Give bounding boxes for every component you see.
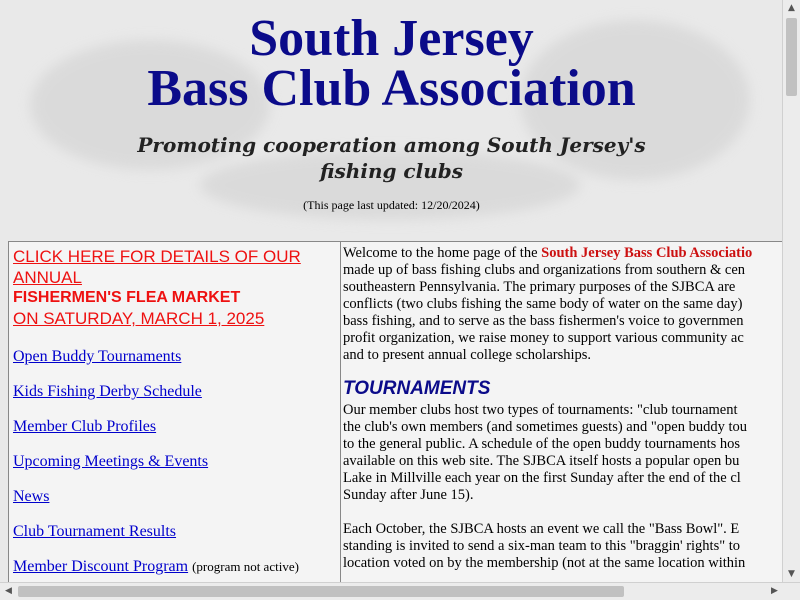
scroll-left-icon[interactable]: ◀ (5, 586, 12, 596)
tournaments-heading: TOURNAMENTS (343, 378, 491, 399)
flea-market-title: FISHERMEN'S FLEA MARKET (13, 289, 241, 306)
title-line-1: South Jersey (249, 10, 534, 67)
tournament-line: the club's own members (and sometimes guests) and "open buddy tou (343, 419, 747, 435)
tournament-line: Sunday after June 15). (343, 487, 474, 503)
tournament-line: Our member clubs host two types of tournaments: "club tournament (343, 402, 738, 418)
horizontal-scroll-thumb[interactable] (18, 586, 624, 597)
intro-line: profit organization, we raise money to support various community ac (343, 330, 744, 346)
tagline-line-2: fishing clubs (320, 159, 463, 183)
tournament-line: Lake in Millville each year on the first Sunday after the end of the cl (343, 470, 741, 486)
intro-line: conflicts (two clubs fishing the same body of water on the same day) (343, 296, 743, 312)
sidebar-item-meetings-events[interactable]: Upcoming Meetings & Events (13, 453, 209, 470)
tagline (132, 132, 652, 184)
horizontal-scrollbar[interactable] (0, 582, 800, 600)
bass-bowl-line: location voted on by the membership (not at the same location within (343, 555, 746, 571)
welcome-prefix: Welcome to the home page of the (343, 245, 542, 261)
flea-market-date-link[interactable]: ON SATURDAY, MARCH 1, 2025 (13, 309, 265, 328)
intro-line: bass fishing, and to serve as the bass fishermen's voice to governmen (343, 313, 744, 329)
scroll-down-icon[interactable]: ▼ (788, 569, 795, 579)
vertical-scroll-thumb[interactable] (786, 18, 797, 96)
vertical-scrollbar[interactable] (782, 0, 800, 583)
bass-bowl-line: standing is invited to send a six-man team to this "braggin' rights" to (343, 538, 741, 554)
sidebar-item-club-tournament-results[interactable]: Club Tournament Results (13, 523, 177, 540)
sidebar-item-kids-fishing-derby[interactable]: Kids Fishing Derby Schedule (13, 383, 202, 400)
scroll-right-icon[interactable]: ▶ (771, 586, 778, 596)
paragraph-gap (343, 504, 783, 521)
tournament-line: to the general public. A schedule of the open buddy tournaments hos (343, 436, 741, 452)
last-updated: (This page last updated: 12/20/2024) (303, 198, 480, 212)
bass-bowl-line: Each October, the SJBCA hosts an event we call the "Bass Bowl". E (343, 521, 740, 537)
sidebar (8, 241, 342, 583)
tagline-line-1: Promoting cooperation among South Jersey's (137, 133, 646, 157)
sidebar-nav (13, 346, 337, 577)
discount-row (13, 556, 337, 577)
sidebar-item-member-discount[interactable]: Member Discount Program (13, 558, 189, 575)
scroll-up-icon[interactable]: ▲ (788, 3, 795, 13)
title-line-2: Bass Club Association (147, 60, 636, 117)
tournament-line: available on this web site. The SJBCA itself hosts a popular open bu (343, 453, 740, 469)
discount-note: (program not active) (192, 559, 299, 574)
main-content (340, 241, 783, 583)
page-title (0, 10, 783, 117)
intro-line: and to present annual college scholarships. (343, 347, 592, 363)
association-name: South Jersey Bass Club Associatio (541, 245, 753, 261)
sidebar-item-open-buddy-tournaments[interactable]: Open Buddy Tournaments (13, 348, 182, 365)
sidebar-item-news[interactable]: News (13, 488, 50, 505)
welcome-line (343, 245, 783, 262)
intro-line: southeastern Pennsylvania. The primary purposes of the SJBCA are (343, 279, 736, 295)
intro-line: made up of bass fishing clubs and organizations from southern & cen (343, 262, 746, 278)
flea-market-link[interactable]: CLICK HERE FOR DETAILS OF OUR ANNUAL (13, 247, 301, 287)
sidebar-item-member-club-profiles[interactable]: Member Club Profiles (13, 418, 157, 435)
content-layout (8, 241, 783, 583)
